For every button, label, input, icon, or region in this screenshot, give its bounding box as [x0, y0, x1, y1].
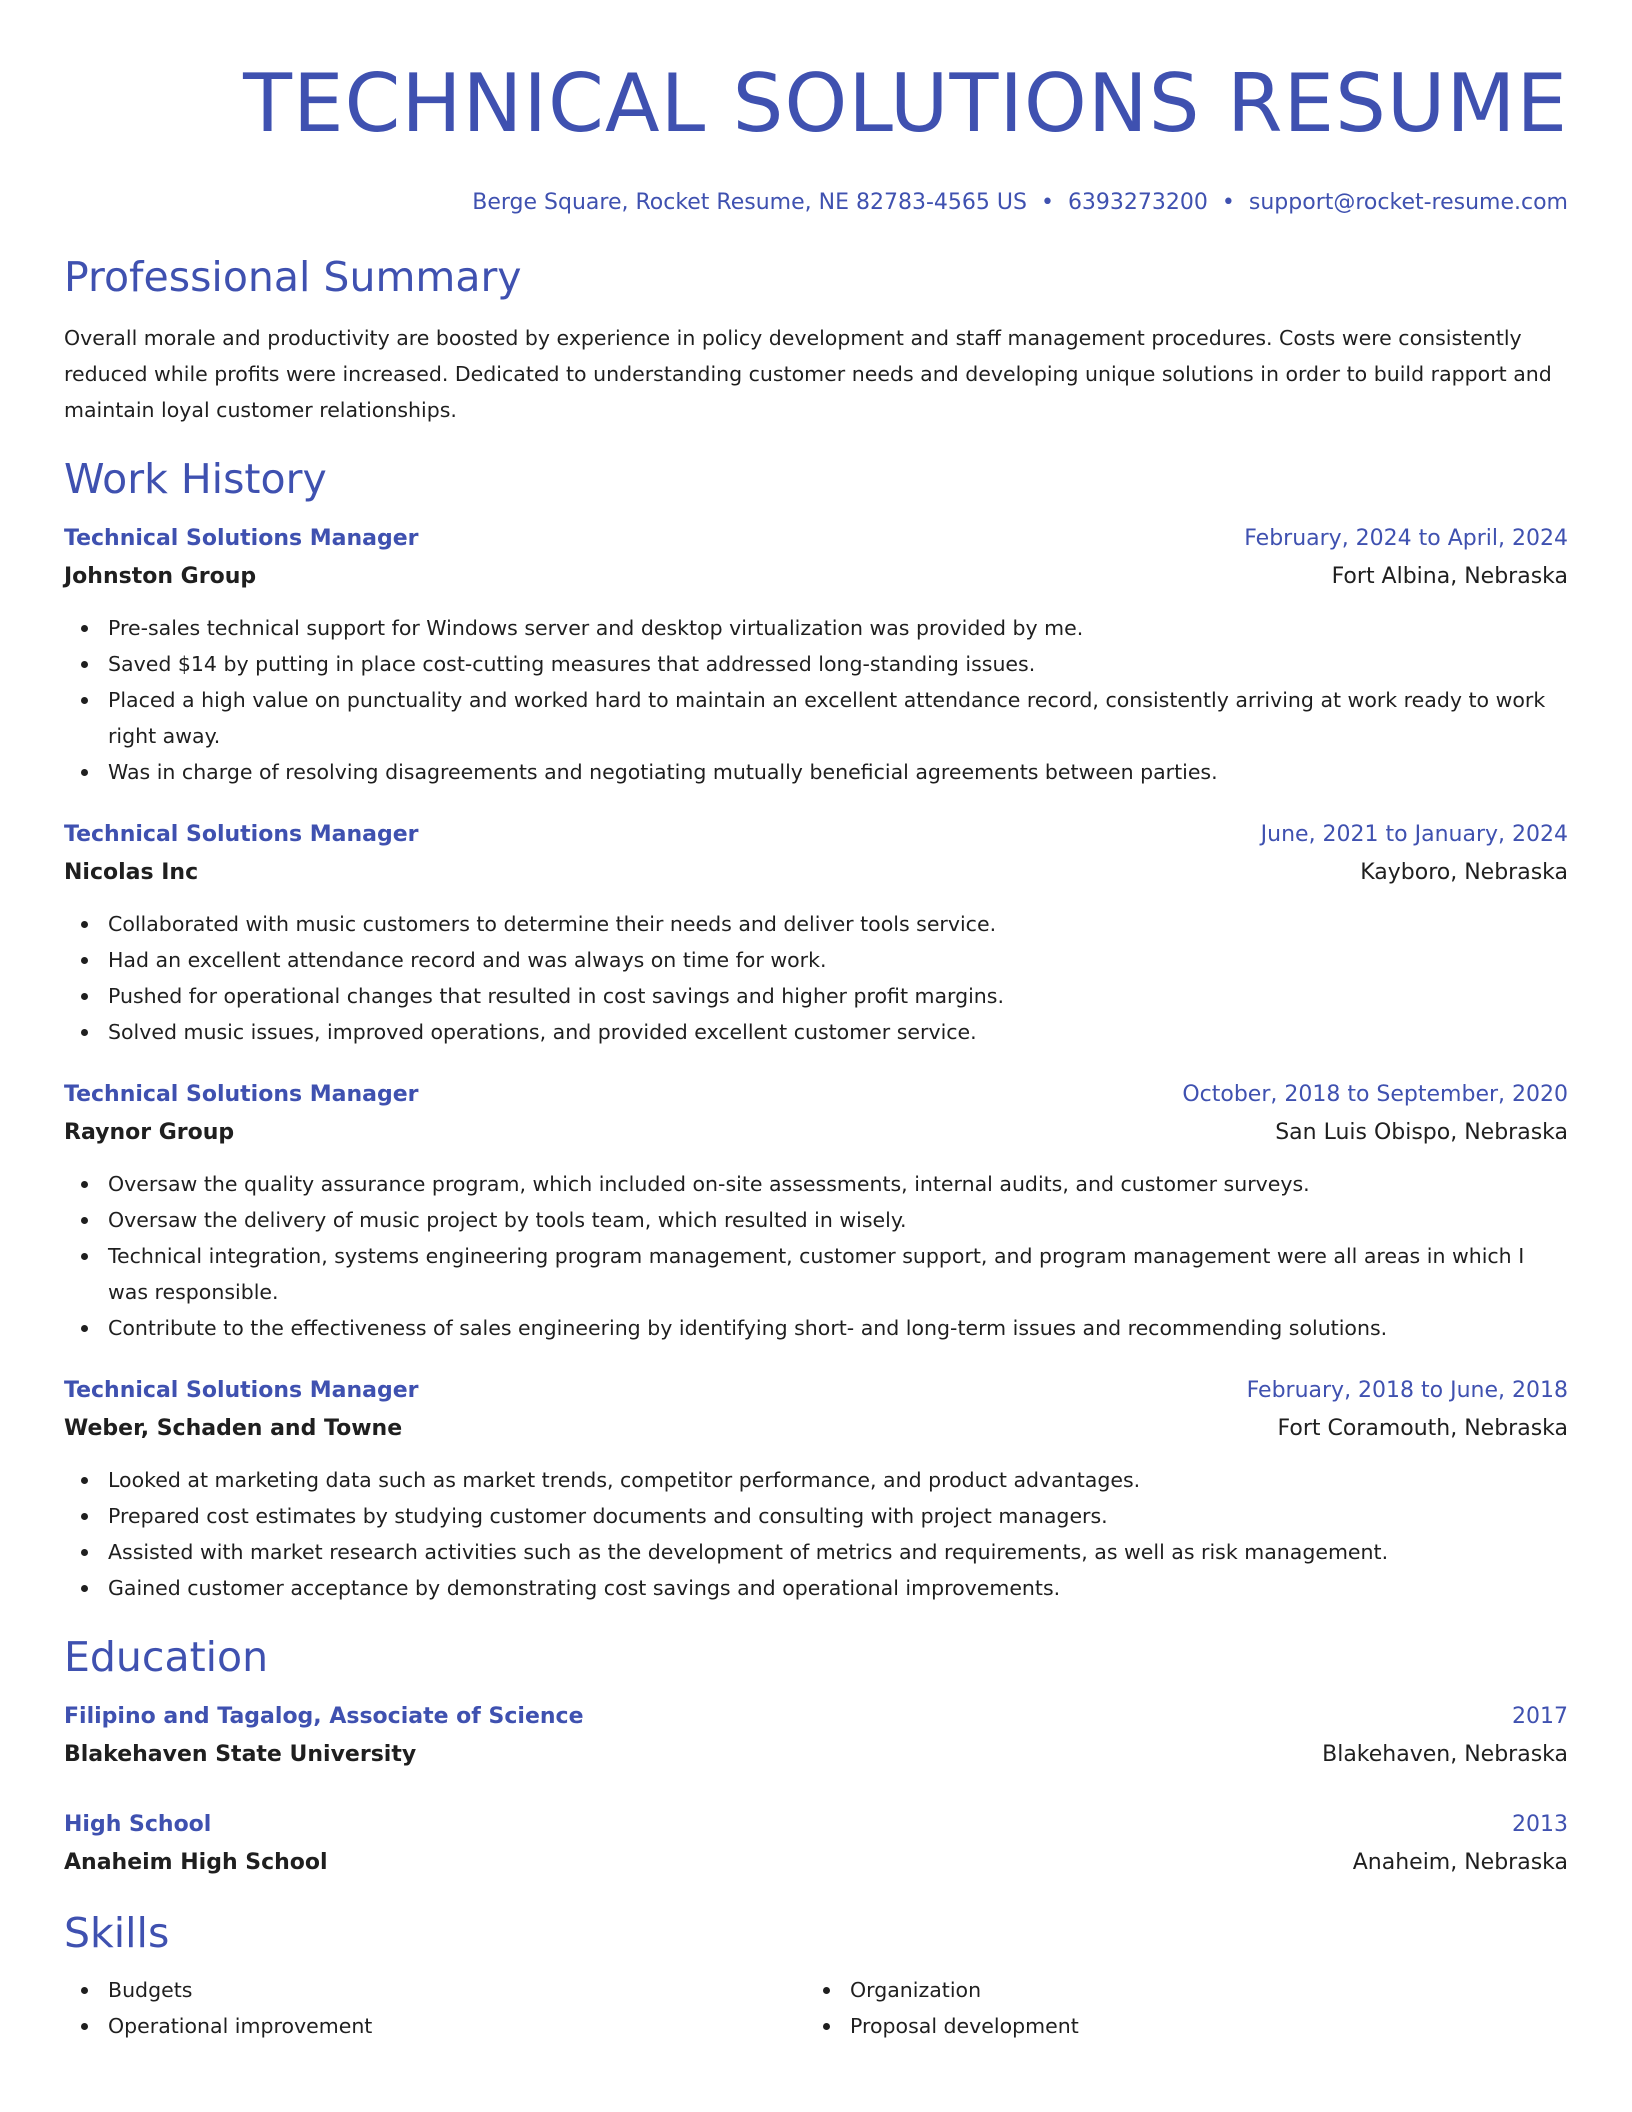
education-school: Blakehaven State University: [64, 1742, 417, 1767]
job-bullet: Oversaw the delivery of music project by tools team, which resulted in wisely.: [64, 1202, 1568, 1238]
resume-title: TECHNICAL SOLUTIONS RESUME: [243, 57, 1568, 150]
contact-line: [64, 188, 1568, 218]
job-company: Nicolas Inc: [64, 860, 199, 885]
job-bullets: [64, 1462, 1568, 1606]
contact-separator: •: [1040, 190, 1054, 215]
education-location: Blakehaven, Nebraska: [1322, 1742, 1568, 1767]
job-role: Technical Solutions Manager: [64, 1082, 419, 1107]
job-dates: February, 2018 to June, 2018: [1246, 1378, 1568, 1403]
contact-email[interactable]: support@rocket-resume.com: [1248, 190, 1568, 215]
education-entry: [64, 1698, 1568, 1774]
job-entry: [64, 520, 1568, 790]
job-location: Kayboro, Nebraska: [1360, 860, 1568, 885]
skill-item: Operational improvement: [64, 2008, 806, 2044]
work-history-section: [64, 454, 1568, 1606]
education-heading: Education: [64, 1633, 269, 1681]
education-degree: High School: [64, 1812, 212, 1837]
job-location: Fort Albina, Nebraska: [1331, 564, 1568, 589]
job-entry: [64, 816, 1568, 1050]
education-section: [64, 1632, 1568, 1882]
job-bullet: Looked at marketing data such as market trends, competitor performance, and product advantages.: [64, 1462, 1568, 1498]
skills-heading: Skills: [64, 1909, 170, 1957]
skills-columns: [64, 1972, 1568, 2044]
job-bullet: Saved $14 by putting in place cost-cutting measures that addressed long-standing issues.: [64, 646, 1568, 682]
job-bullet: Contribute to the effectiveness of sales engineering by identifying short- and long-term issues and recommending solutions.: [64, 1310, 1568, 1346]
summary-section: [64, 252, 1568, 428]
summary-text: Overall morale and productivity are boosted by experience in policy development and staff management procedures. Costs were consistently reduced while profits were increased. Dedicated to understanding customer needs and developing unique solutions in order to build rapport and maintain loyal customer relationships.: [64, 326, 1552, 422]
job-bullet: Assisted with market research activities such as the development of metrics and requirements, as well as risk management.: [64, 1534, 1568, 1570]
skills-column-left: [64, 1972, 806, 2044]
job-bullet: Was in charge of resolving disagreements and negotiating mutually beneficial agreements between parties.: [64, 754, 1568, 790]
job-dates: February, 2024 to April, 2024: [1244, 526, 1568, 551]
contact-address: Berge Square, Rocket Resume, NE 82783-4565 US: [472, 190, 1027, 215]
skill-item: Proposal development: [806, 2008, 1548, 2044]
job-bullets: [64, 610, 1568, 790]
job-role: Technical Solutions Manager: [64, 1378, 419, 1403]
job-bullet: Pre-sales technical support for Windows server and desktop virtualization was provided by me.: [64, 610, 1568, 646]
resume-page: [0, 58, 1632, 2112]
summary-heading: Professional Summary: [64, 253, 522, 301]
job-dates: June, 2021 to January, 2024: [1260, 822, 1568, 847]
job-bullet: Collaborated with music customers to determine their needs and deliver tools service.: [64, 906, 1568, 942]
job-bullet: Prepared cost estimates by studying customer documents and consulting with project managers.: [64, 1498, 1568, 1534]
job-bullet: Technical integration, systems engineering program management, customer support, and program management were all areas in which I was responsible.: [64, 1238, 1568, 1310]
job-location: San Luis Obispo, Nebraska: [1275, 1120, 1568, 1145]
skills-column-right: [806, 1972, 1548, 2044]
contact-separator: •: [1221, 190, 1235, 215]
job-dates: October, 2018 to September, 2020: [1182, 1082, 1568, 1107]
education-entry: [64, 1806, 1568, 1882]
job-company: Johnston Group: [64, 564, 257, 589]
work-history-heading: Work History: [64, 455, 327, 503]
job-bullets: [64, 906, 1568, 1050]
job-bullet: Oversaw the quality assurance program, which included on-site assessments, internal audits, and customer surveys.: [64, 1166, 1568, 1202]
job-location: Fort Coramouth, Nebraska: [1277, 1416, 1568, 1441]
job-bullet: Gained customer acceptance by demonstrating cost savings and operational improvements.: [64, 1570, 1568, 1606]
skill-item: Budgets: [64, 1972, 806, 2008]
job-entry: [64, 1372, 1568, 1606]
job-company: Weber, Schaden and Towne: [64, 1416, 403, 1441]
skills-section: [64, 1908, 1568, 2044]
education-year: 2017: [1512, 1704, 1568, 1729]
education-year: 2013: [1512, 1812, 1568, 1837]
skill-item: Organization: [806, 1972, 1548, 2008]
job-company: Raynor Group: [64, 1120, 235, 1145]
job-role: Technical Solutions Manager: [64, 526, 419, 551]
job-role: Technical Solutions Manager: [64, 822, 419, 847]
education-school: Anaheim High School: [64, 1850, 328, 1875]
job-bullet: Placed a high value on punctuality and worked hard to maintain an excellent attendance record, consistently arriving at work ready to work right away.: [64, 682, 1568, 754]
job-entry: [64, 1076, 1568, 1346]
education-degree: Filipino and Tagalog, Associate of Science: [64, 1704, 584, 1729]
job-bullet: Had an excellent attendance record and was always on time for work.: [64, 942, 1568, 978]
job-bullets: [64, 1166, 1568, 1346]
job-bullet: Pushed for operational changes that resulted in cost savings and higher profit margins.: [64, 978, 1568, 1014]
contact-phone: 6393273200: [1067, 190, 1208, 215]
job-bullet: Solved music issues, improved operations, and provided excellent customer service.: [64, 1014, 1568, 1050]
education-location: Anaheim, Nebraska: [1352, 1850, 1568, 1875]
